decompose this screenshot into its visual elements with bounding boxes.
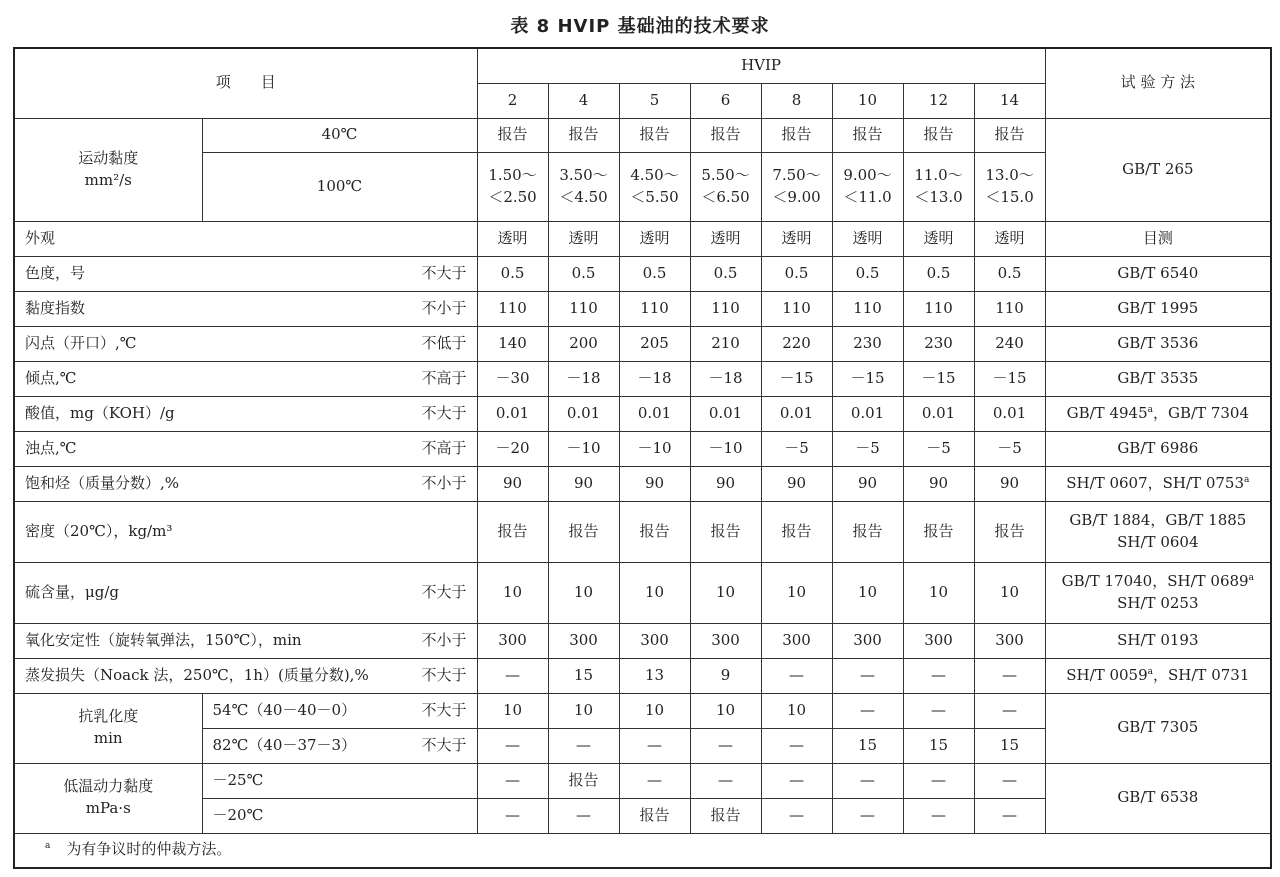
value-cell: —	[903, 658, 974, 693]
method-cell: GB/T 7305	[1045, 693, 1271, 763]
value-cell: 90	[761, 466, 832, 501]
row-limit: 不高于	[421, 368, 467, 387]
value-cell: －15	[761, 361, 832, 396]
value-cell: 透明	[832, 221, 903, 256]
row-label-cell	[14, 501, 477, 562]
value-cell: 110	[548, 291, 619, 326]
value-cell: —	[974, 693, 1045, 728]
lowtemp-unit: mPa·s	[85, 799, 131, 817]
table-row	[14, 658, 1271, 693]
value-cell: —	[903, 693, 974, 728]
row-label-cell	[14, 431, 477, 466]
value-cell	[619, 152, 690, 221]
value-line: 7.50～	[772, 165, 821, 184]
demulsibility-name: 抗乳化度	[78, 707, 139, 726]
row-label-cell	[14, 623, 477, 658]
grade-header: 6	[690, 83, 761, 118]
row-label-cell	[202, 798, 477, 833]
footnote-row	[14, 833, 1271, 868]
value-cell: 10	[832, 562, 903, 623]
value-cell: 10	[974, 562, 1045, 623]
grade-header: 14	[974, 83, 1045, 118]
row-label-cell	[14, 396, 477, 431]
value-cell: —	[477, 658, 548, 693]
value-cell: 13	[619, 658, 690, 693]
value-cell: 0.5	[974, 256, 1045, 291]
value-cell: 10	[761, 562, 832, 623]
row-label: －20℃	[212, 805, 264, 824]
value-cell: 报告	[548, 118, 619, 152]
row-label: －25℃	[212, 770, 264, 789]
viscosity-label-name: 运动黏度	[78, 148, 139, 167]
value-cell: 90	[548, 466, 619, 501]
value-cell: 报告	[548, 501, 619, 562]
value-cell: 300	[619, 623, 690, 658]
value-cell	[903, 152, 974, 221]
grade-header: 2	[477, 83, 548, 118]
value-cell: 报告	[974, 501, 1045, 562]
value-cell: 230	[832, 326, 903, 361]
method-line: GB/T 17040，SH/T 0689$^a$	[1061, 571, 1254, 590]
value-cell: 透明	[619, 221, 690, 256]
value-cell: 230	[903, 326, 974, 361]
value-cell: —	[903, 798, 974, 833]
value-line: ＜2.50	[488, 187, 537, 206]
value-cell: —	[477, 763, 548, 798]
row-label-cell	[202, 763, 477, 798]
value-cell: 110	[974, 291, 1045, 326]
value-cell	[832, 152, 903, 221]
row-label: 外观	[25, 228, 56, 247]
grade-header: 8	[761, 83, 832, 118]
value-cell: 报告	[619, 798, 690, 833]
row-label: 黏度指数	[25, 298, 86, 317]
value-cell: 9	[690, 658, 761, 693]
value-cell: 0.01	[477, 396, 548, 431]
value-cell: 300	[761, 623, 832, 658]
row-label: 酸值，mg（KOH）/g	[25, 403, 175, 422]
row-label-cell	[14, 562, 477, 623]
method-line: GB/T 1884，GB/T 1885	[1069, 510, 1247, 529]
value-cell	[548, 152, 619, 221]
method-line: SH/T 0604	[1117, 532, 1199, 551]
table-row	[14, 501, 1271, 562]
row-limit: 不大于	[421, 263, 467, 282]
value-cell: 15	[548, 658, 619, 693]
header-item: 项 目	[14, 48, 477, 118]
viscosity-100-temp: 100℃	[202, 152, 477, 221]
value-cell: 报告	[477, 118, 548, 152]
row-limit: 不大于	[421, 735, 467, 754]
table-row	[14, 431, 1271, 466]
value-line: ＜15.0	[985, 187, 1034, 206]
value-cell: —	[619, 728, 690, 763]
value-cell: 0.5	[477, 256, 548, 291]
row-label: 饱和烃（质量分数）,%	[25, 473, 180, 492]
value-cell: —	[761, 798, 832, 833]
value-cell: 90	[832, 466, 903, 501]
method-cell: SH/T 0607，SH/T 0753$^a$	[1045, 466, 1271, 501]
value-cell: 90	[690, 466, 761, 501]
value-cell: —	[832, 763, 903, 798]
row-label: 闪点（开口）,℃	[25, 333, 137, 352]
value-cell: 110	[761, 291, 832, 326]
value-cell: 10	[619, 693, 690, 728]
value-cell: 报告	[690, 501, 761, 562]
method-cell: 目测	[1045, 221, 1271, 256]
value-line: ＜13.0	[914, 187, 963, 206]
value-cell: 10	[477, 693, 548, 728]
value-cell: 0.01	[832, 396, 903, 431]
method-cell: GB/T 6538	[1045, 763, 1271, 833]
value-cell: 90	[903, 466, 974, 501]
grade-header: 5	[619, 83, 690, 118]
row-label: 密度（20℃），kg/m³	[25, 521, 173, 540]
value-cell: 200	[548, 326, 619, 361]
method-cell: GB/T 6540	[1045, 256, 1271, 291]
value-cell: 110	[690, 291, 761, 326]
value-cell: 210	[690, 326, 761, 361]
value-cell: 报告	[690, 798, 761, 833]
row-limit: 不小于	[421, 473, 467, 492]
value-cell: 0.5	[690, 256, 761, 291]
value-cell: －15	[903, 361, 974, 396]
value-cell: —	[548, 798, 619, 833]
row-label: 浊点,℃	[25, 438, 77, 457]
row-limit: 不大于	[421, 665, 467, 684]
method-cell: GB/T 6986	[1045, 431, 1271, 466]
value-cell: 透明	[761, 221, 832, 256]
table-row	[14, 396, 1271, 431]
row-limit: 不小于	[421, 630, 467, 649]
viscosity-40-temp: 40℃	[202, 118, 477, 152]
row-label: 色度，号	[25, 263, 86, 282]
value-cell: 0.01	[619, 396, 690, 431]
value-cell: －20	[477, 431, 548, 466]
value-cell: 0.01	[903, 396, 974, 431]
method-cell: SH/T 0059$^a$，SH/T 0731	[1045, 658, 1271, 693]
value-cell: 10	[477, 562, 548, 623]
table-title: 表 8 HVIP 基础油的技术要求	[510, 16, 770, 37]
value-cell: 0.5	[761, 256, 832, 291]
value-cell: 90	[619, 466, 690, 501]
grade-header: 4	[548, 83, 619, 118]
footnote-mark: a	[45, 841, 51, 852]
value-cell: 报告	[903, 501, 974, 562]
table-row	[14, 693, 1271, 728]
viscosity-label	[14, 118, 202, 221]
row-label: 氧化安定性（旋转氧弹法，150℃），min	[25, 630, 302, 649]
value-cell: 110	[619, 291, 690, 326]
value-cell: 205	[619, 326, 690, 361]
value-cell: 90	[974, 466, 1045, 501]
demulsibility-unit: min	[93, 729, 123, 747]
value-cell: —	[761, 658, 832, 693]
value-cell	[974, 152, 1045, 221]
demulsibility-label	[14, 693, 202, 763]
row-label-cell	[14, 221, 477, 256]
value-cell: 300	[832, 623, 903, 658]
value-cell: 透明	[974, 221, 1045, 256]
value-cell: 0.5	[903, 256, 974, 291]
value-cell: —	[690, 763, 761, 798]
row-limit: 不低于	[421, 333, 467, 352]
value-line: 9.00～	[843, 165, 892, 184]
value-line: 1.50～	[488, 165, 537, 184]
value-cell	[761, 152, 832, 221]
value-cell: —	[548, 728, 619, 763]
row-label-cell	[14, 658, 477, 693]
value-cell: 15	[974, 728, 1045, 763]
value-line: 5.50～	[701, 165, 750, 184]
header-method: 试 验 方 法	[1045, 48, 1271, 118]
row-limit: 不高于	[421, 438, 467, 457]
value-cell: 10	[619, 562, 690, 623]
table-row	[14, 291, 1271, 326]
value-cell: 报告	[903, 118, 974, 152]
value-cell: 报告	[477, 501, 548, 562]
value-cell: －15	[832, 361, 903, 396]
value-cell: 报告	[548, 763, 619, 798]
value-cell: —	[761, 763, 832, 798]
value-cell: 10	[548, 562, 619, 623]
value-cell: －5	[761, 431, 832, 466]
value-cell: 10	[903, 562, 974, 623]
value-cell: 10	[761, 693, 832, 728]
value-cell: －18	[619, 361, 690, 396]
spec-table	[13, 47, 1272, 869]
value-cell: 0.01	[690, 396, 761, 431]
table-row	[14, 256, 1271, 291]
value-cell: 240	[974, 326, 1045, 361]
value-cell: —	[477, 728, 548, 763]
viscosity-method: GB/T 265	[1045, 118, 1271, 221]
row-label-cell	[202, 728, 477, 763]
value-line: ＜6.50	[701, 187, 750, 206]
value-cell: －10	[690, 431, 761, 466]
value-cell: －10	[619, 431, 690, 466]
method-cell: SH/T 0193	[1045, 623, 1271, 658]
footnote-text: 为有争议时的仲裁方法。	[66, 840, 232, 859]
table-row	[14, 562, 1271, 623]
value-cell: 报告	[761, 118, 832, 152]
value-cell: 透明	[548, 221, 619, 256]
value-line: 3.50～	[559, 165, 608, 184]
table-row	[14, 361, 1271, 396]
value-cell: 0.5	[619, 256, 690, 291]
value-cell: —	[619, 763, 690, 798]
value-cell: 报告	[619, 501, 690, 562]
value-cell: 110	[477, 291, 548, 326]
row-label-cell	[14, 326, 477, 361]
row-limit: 不小于	[421, 298, 467, 317]
method-cell	[1045, 501, 1271, 562]
value-line: 4.50～	[630, 165, 679, 184]
value-cell	[690, 152, 761, 221]
value-cell: 报告	[619, 118, 690, 152]
value-line: ＜9.00	[772, 187, 821, 206]
row-label-cell	[14, 291, 477, 326]
value-cell: —	[832, 798, 903, 833]
value-cell: 300	[477, 623, 548, 658]
table-row	[14, 763, 1271, 798]
table-row	[14, 623, 1271, 658]
value-cell: 透明	[690, 221, 761, 256]
value-cell: 110	[832, 291, 903, 326]
method-cell	[1045, 562, 1271, 623]
footnote	[14, 833, 1271, 868]
value-cell: —	[974, 658, 1045, 693]
value-cell: 15	[903, 728, 974, 763]
value-cell: －10	[548, 431, 619, 466]
table-row	[14, 466, 1271, 501]
value-cell: －5	[832, 431, 903, 466]
value-cell: —	[974, 798, 1045, 833]
value-cell: 300	[903, 623, 974, 658]
value-cell: 0.01	[974, 396, 1045, 431]
value-cell: 0.5	[548, 256, 619, 291]
value-cell: 300	[690, 623, 761, 658]
value-cell: 报告	[832, 118, 903, 152]
row-limit: 不大于	[421, 582, 467, 601]
value-cell: —	[761, 728, 832, 763]
row-label: 82℃（40－37－3）	[212, 735, 357, 754]
value-cell: －18	[690, 361, 761, 396]
value-cell: －5	[903, 431, 974, 466]
value-cell: 报告	[832, 501, 903, 562]
value-cell: －5	[974, 431, 1045, 466]
value-cell: －15	[974, 361, 1045, 396]
value-cell: 0.5	[832, 256, 903, 291]
row-label-cell	[14, 361, 477, 396]
value-cell: 10	[690, 562, 761, 623]
value-cell: 透明	[903, 221, 974, 256]
value-cell: －30	[477, 361, 548, 396]
row-label: 硫含量，μg/g	[25, 582, 120, 601]
value-cell: 15	[832, 728, 903, 763]
value-line: 13.0～	[985, 165, 1034, 184]
value-cell: 300	[548, 623, 619, 658]
value-cell: —	[690, 728, 761, 763]
value-cell: 140	[477, 326, 548, 361]
value-line: 11.0～	[914, 165, 963, 184]
value-cell: —	[832, 693, 903, 728]
value-line: ＜5.50	[630, 187, 679, 206]
value-cell: 300	[974, 623, 1045, 658]
row-limit: 不大于	[421, 403, 467, 422]
value-cell: 透明	[477, 221, 548, 256]
value-cell: —	[477, 798, 548, 833]
row-label-cell	[14, 466, 477, 501]
value-line: ＜4.50	[559, 187, 608, 206]
value-cell: 10	[548, 693, 619, 728]
value-cell: 110	[903, 291, 974, 326]
value-cell: 90	[477, 466, 548, 501]
row-label: 54℃（40－40－0）	[212, 700, 357, 719]
value-cell: 报告	[974, 118, 1045, 152]
method-line: SH/T 0253	[1117, 593, 1199, 612]
value-cell: －18	[548, 361, 619, 396]
table-row	[14, 221, 1271, 256]
row-label: 蒸发损失（Noack 法，250℃，1h）(质量分数),%	[25, 665, 369, 684]
row-label: 倾点,℃	[25, 368, 77, 387]
row-limit: 不大于	[421, 700, 467, 719]
table-row	[14, 326, 1271, 361]
value-cell: 0.01	[548, 396, 619, 431]
value-cell: 0.01	[761, 396, 832, 431]
value-cell: 220	[761, 326, 832, 361]
value-line: ＜11.0	[843, 187, 892, 206]
value-cell: 10	[690, 693, 761, 728]
method-cell: GB/T 4945$^a$，GB/T 7304	[1045, 396, 1271, 431]
lowtemp-name: 低温动力黏度	[63, 777, 154, 796]
method-cell: GB/T 3536	[1045, 326, 1271, 361]
value-cell: 报告	[690, 118, 761, 152]
grade-header: 12	[903, 83, 974, 118]
lowtemp-label	[14, 763, 202, 833]
row-label-cell	[202, 693, 477, 728]
viscosity-label-unit: mm²/s	[84, 170, 132, 189]
value-cell: —	[903, 763, 974, 798]
value-cell: 报告	[761, 501, 832, 562]
grade-header: 10	[832, 83, 903, 118]
value-cell	[477, 152, 548, 221]
method-cell: GB/T 3535	[1045, 361, 1271, 396]
row-label-cell	[14, 256, 477, 291]
value-cell: —	[832, 658, 903, 693]
value-cell: —	[974, 763, 1045, 798]
header-hvip: HVIP	[477, 48, 1045, 83]
method-cell: GB/T 1995	[1045, 291, 1271, 326]
